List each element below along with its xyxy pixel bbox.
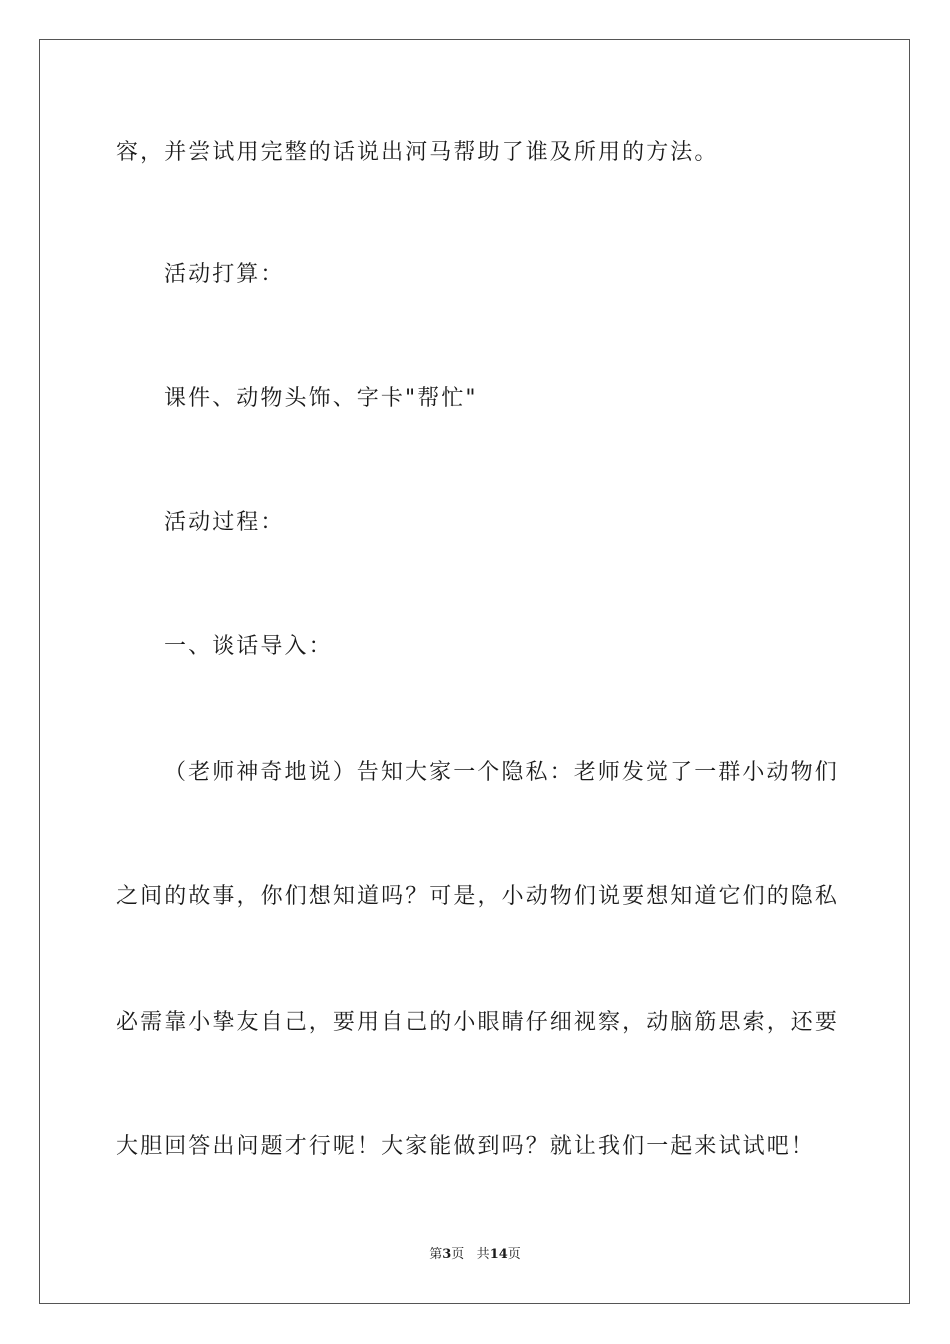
heading-activity-process: 活动过程： <box>164 510 285 535</box>
footer-page-suffix: 页 <box>451 1247 465 1262</box>
footer-total-suffix: 页 <box>507 1247 521 1262</box>
footer-page-number: 3 <box>442 1247 452 1262</box>
page-footer <box>0 1246 950 1264</box>
paragraph-line-1: （老师神奇地说）告知大家一个隐私：老师发觉了一群小动物们 <box>164 760 839 785</box>
page-border <box>39 39 910 1304</box>
footer-page-prefix: 第 <box>429 1247 443 1262</box>
footer-total-pages: 14 <box>489 1247 508 1262</box>
footer-total-prefix: 共 <box>476 1247 490 1262</box>
text-line-1: 容，并尝试用完整的话说出河马帮助了谁及所用的方法。 <box>116 140 719 165</box>
text-line-materials: 课件、动物头饰、字卡"帮忙" <box>164 386 478 411</box>
paragraph-line-2: 之间的故事，你们想知道吗？可是，小动物们说要想知道它们的隐私 <box>116 884 840 909</box>
paragraph-line-3: 必需靠小挚友自己，要用自己的小眼睛仔细视察，动脑筋思索，还要 <box>116 1010 840 1035</box>
heading-talk-intro: 一、谈话导入： <box>164 634 333 659</box>
heading-activity-preparation: 活动打算： <box>164 262 285 287</box>
paragraph-line-4: 大胆回答出问题才行呢！大家能做到吗？就让我们一起来试试吧！ <box>116 1134 815 1159</box>
